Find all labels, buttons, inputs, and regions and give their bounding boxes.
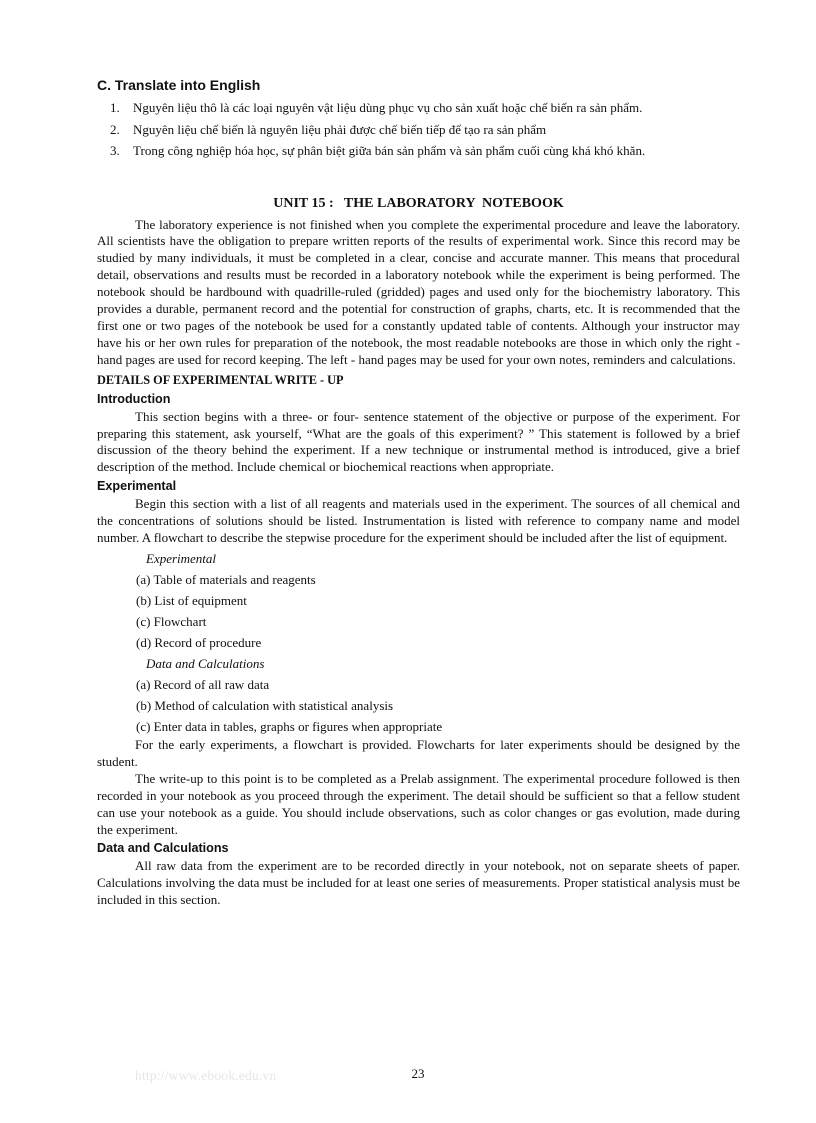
- outline-experimental-title: Experimental: [146, 551, 217, 566]
- list-item: [97, 119, 740, 141]
- list-item: [97, 97, 740, 119]
- outline-item: (b) List of equipment: [136, 593, 247, 608]
- list-item: [97, 140, 740, 162]
- list-item-number: 3.: [110, 143, 120, 158]
- list-item-text: Trong công nghiệp hóa học, sự phân biệt giữa bán sản phẩm và sản phẩm cuối cùng khá khó khăn.: [133, 143, 646, 158]
- data-calculations-paragraph: All raw data from the experiment are to be recorded directly in your notebook, not on separate sheets of paper. Calculations involving the data must be included for at least one series of measurements. Proper statistical analysis must be included in this section.: [97, 858, 740, 908]
- outline-item: (c) Enter data in tables, graphs or figures when appropriate: [136, 719, 443, 734]
- outline-data-title: Data and Calculations: [146, 656, 265, 671]
- experimental-heading: Experimental: [97, 479, 177, 494]
- details-heading: DETAILS OF EXPERIMENTAL WRITE - UP: [97, 372, 344, 387]
- introduction-heading: Introduction: [97, 391, 171, 406]
- outline-item: (b) Method of calculation with statistical analysis: [136, 698, 394, 713]
- flowchart-paragraph: For the early experiments, a flowchart is provided. Flowcharts for later experiments should be designed by the student.: [97, 737, 740, 769]
- outline-item: (d) Record of procedure: [136, 635, 262, 650]
- outline-item: (a) Table of materials and reagents: [136, 572, 316, 587]
- section-c-title: C. Translate into English: [97, 77, 261, 93]
- intro-paragraph: The laboratory experience is not finished when you complete the experimental procedure and leave the laboratory. All scientists have the obligation to prepare written reports of the results of experimental work. Since this record may be studied by many individuals, it must be completed in a clear, concise and accurate manner. This means that procedural detail, observations and results must be recorded in a laboratory notebook while the experiment is being performed. The notebook should be hardbound with quadrille-ruled (gridded) pages and used only for the biochemistry laboratory. This provides a durable, permanent record and the potential for construction of graphs, charts, etc. It is recommended that the first one or two pages of the notebook be used for a constantly updated table of contents. Although your instructor may have his or her own rules for preparation of the notebook, the most readable notebooks are those in which only the right - hand pages are used for record keeping. The left - hand pages may be used for your own notes, reminders and calculations.: [97, 216, 740, 367]
- data-calculations-heading: Data and Calculations: [97, 841, 229, 856]
- outline-item: (c) Flowchart: [136, 614, 207, 629]
- introduction-paragraph: This section begins with a three- or four- sentence statement of the objective or purpose of the experiment. For preparing this statement, ask yourself, “What are the goals of this experiment? ” This statement is followed by a brief discussion of the theory behind the experiment. If a new technique or instrumental method is introduced, give a brief description of the method. Include chemical or biochemical reactions when appropriate.: [97, 408, 740, 475]
- unit-title: UNIT 15 : THE LABORATORY NOTEBOOK: [273, 195, 564, 211]
- translation-list: [97, 97, 740, 162]
- list-item-number: 2.: [110, 121, 120, 137]
- outline-item: (a) Record of all raw data: [136, 677, 270, 692]
- watermark-url: http://www.ebook.edu.vn: [135, 1068, 277, 1083]
- writeup-outline: [97, 548, 740, 737]
- document-page: [97, 76, 740, 909]
- writeup-paragraph: The write-up to this point is to be completed as a Prelab assignment. The experimental procedure followed is then recorded in your notebook as you proceed through the experiment. The detail should be sufficient so that a fellow student can use your notebook as a guide. You should include observations, such as color changes or gas evolution, made during the experiment.: [97, 770, 740, 837]
- page-number: 23: [411, 1066, 425, 1081]
- list-item-text: Nguyên liệu thô là các loại nguyên vật liệu dùng phục vụ cho sản xuất hoặc chế biến ra sản phẩm.: [133, 100, 643, 115]
- experimental-paragraph: Begin this section with a list of all reagents and materials used in the experiment. The sources of all chemical and the concentrations of solutions should be listed. Instrumentation is listed with reference to company name and model number. A flowchart to describe the stepwise procedure for the experiment should be included after the list of equipment.: [97, 496, 740, 546]
- list-item-text: Nguyên liệu chế biến là nguyên liệu phải được chế biến tiếp để tạo ra sản phẩm: [133, 121, 547, 137]
- list-item-number: 1.: [110, 100, 120, 115]
